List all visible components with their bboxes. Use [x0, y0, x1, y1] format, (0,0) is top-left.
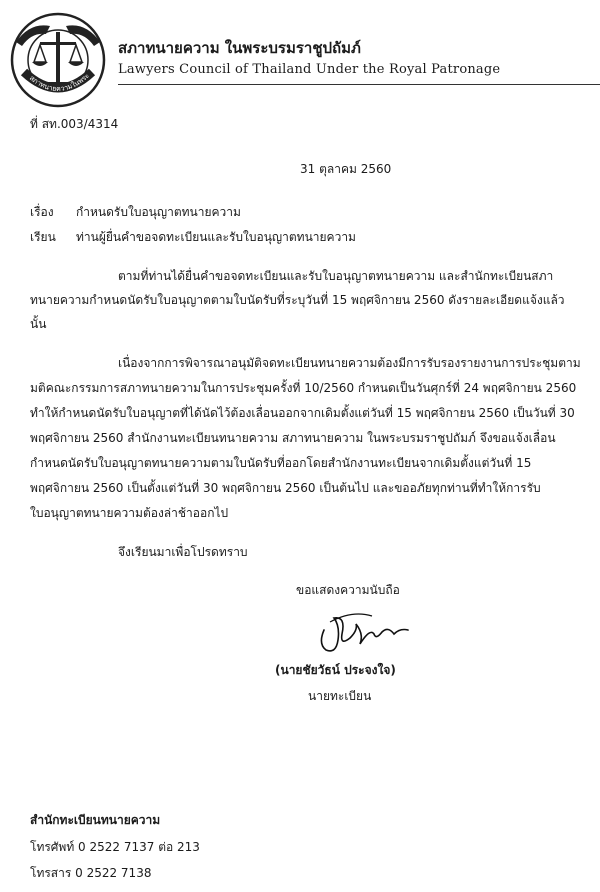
para2-line: พฤศจิกายน 2560 เป็นตั้งแต่วันที่ 30 พฤศจิกายน 2560 เป็นต้นไป และขออภัยทุกท่านที่ทำให้การรับ	[30, 481, 541, 495]
seal-text: สภาทนายความในพระ	[27, 71, 91, 94]
para2-line: ทำให้กำหนดนัดรับใบอนุญาตที่ได้นัดไว้ต้องเลื่อนออกจากเดิมตั้งแต่วันที่ 15 พฤศจิกายน 2560 เป็นวันที่ 30	[30, 406, 575, 420]
para2-line: ใบอนุญาตทนายความต้องล่าช้าออกไป	[30, 506, 229, 520]
para2-line: พฤศจิกายน 2560 สำนักงานทะเบียนทนายความ สภาทนายความ ในพระบรมราชูปถัมภ์ จึงขอแจ้งเลื่อน	[30, 431, 556, 445]
para2-line: เนื่องจากการพิจารณาอนุมัติจดทะเบียนทนายความต้องมีการรับรองรายงานการประชุมตาม	[118, 356, 581, 370]
reference-number: ที่ สท.003/4314	[30, 117, 119, 131]
recipient-text: ท่านผู้ยื่นคำขอจดทะเบียนและรับใบอนุญาตทนายความ	[76, 230, 356, 244]
para2-line: มติคณะกรรมการสภาทนายความในการประชุมครั้งที่ 10/2560 กำหนดเป็นวันศุกร์ที่ 24 พฤศจิกายน 2560	[30, 381, 577, 395]
letter-date: 31 ตุลาคม 2560	[300, 162, 392, 176]
handwritten-signature	[312, 604, 412, 656]
recipient-label: เรียน	[30, 230, 56, 244]
signer-title: นายทะเบียน	[308, 689, 372, 703]
subject-label: เรื่อง	[30, 205, 54, 219]
org-name-english: Lawyers Council of Thailand Under the Royal Patronage	[118, 62, 501, 77]
closing-text: จึงเรียนมาเพื่อโปรดทราบ	[118, 545, 248, 559]
org-name-thai: สภาทนายความ ในพระบรมราชูปถัมภ์	[118, 39, 361, 57]
para2-line: กำหนดนัดรับใบอนุญาตทนายความตามใบนัดรับที่ออกโดยสำนักงานทะเบียนจากเดิมตั้งแต่วันที่ 15	[30, 456, 532, 470]
subject-text: กำหนดรับใบอนุญาตทนายความ	[76, 205, 241, 219]
footer-fax: โทรสาร 0 2522 7138	[30, 866, 152, 880]
para1-line: ทนายความกำหนดนัดรับใบอนุญาตตามใบนัดรับที่ระบุวันที่ 15 พฤศจิกายน 2560 ดังรายละเอียดแจ้งแล้ว	[30, 293, 565, 307]
para1-line: นั้น	[30, 317, 47, 331]
signer-name: (นายชัยวัธน์ ประจงใจ)	[275, 663, 396, 677]
header-divider	[118, 84, 600, 85]
footer-phone: โทรศัพท์ 0 2522 7137 ต่อ 213	[30, 840, 200, 854]
para1-line: ตามที่ท่านได้ยื่นคำขอจดทะเบียนและรับใบอนุญาตทนายความ และสำนักทะเบียนสภา	[118, 269, 554, 283]
regards-text: ขอแสดงความนับถือ	[296, 583, 400, 597]
council-seal-logo	[10, 12, 106, 108]
footer-office-name: สำนักทะเบียนทนายความ	[30, 813, 161, 827]
